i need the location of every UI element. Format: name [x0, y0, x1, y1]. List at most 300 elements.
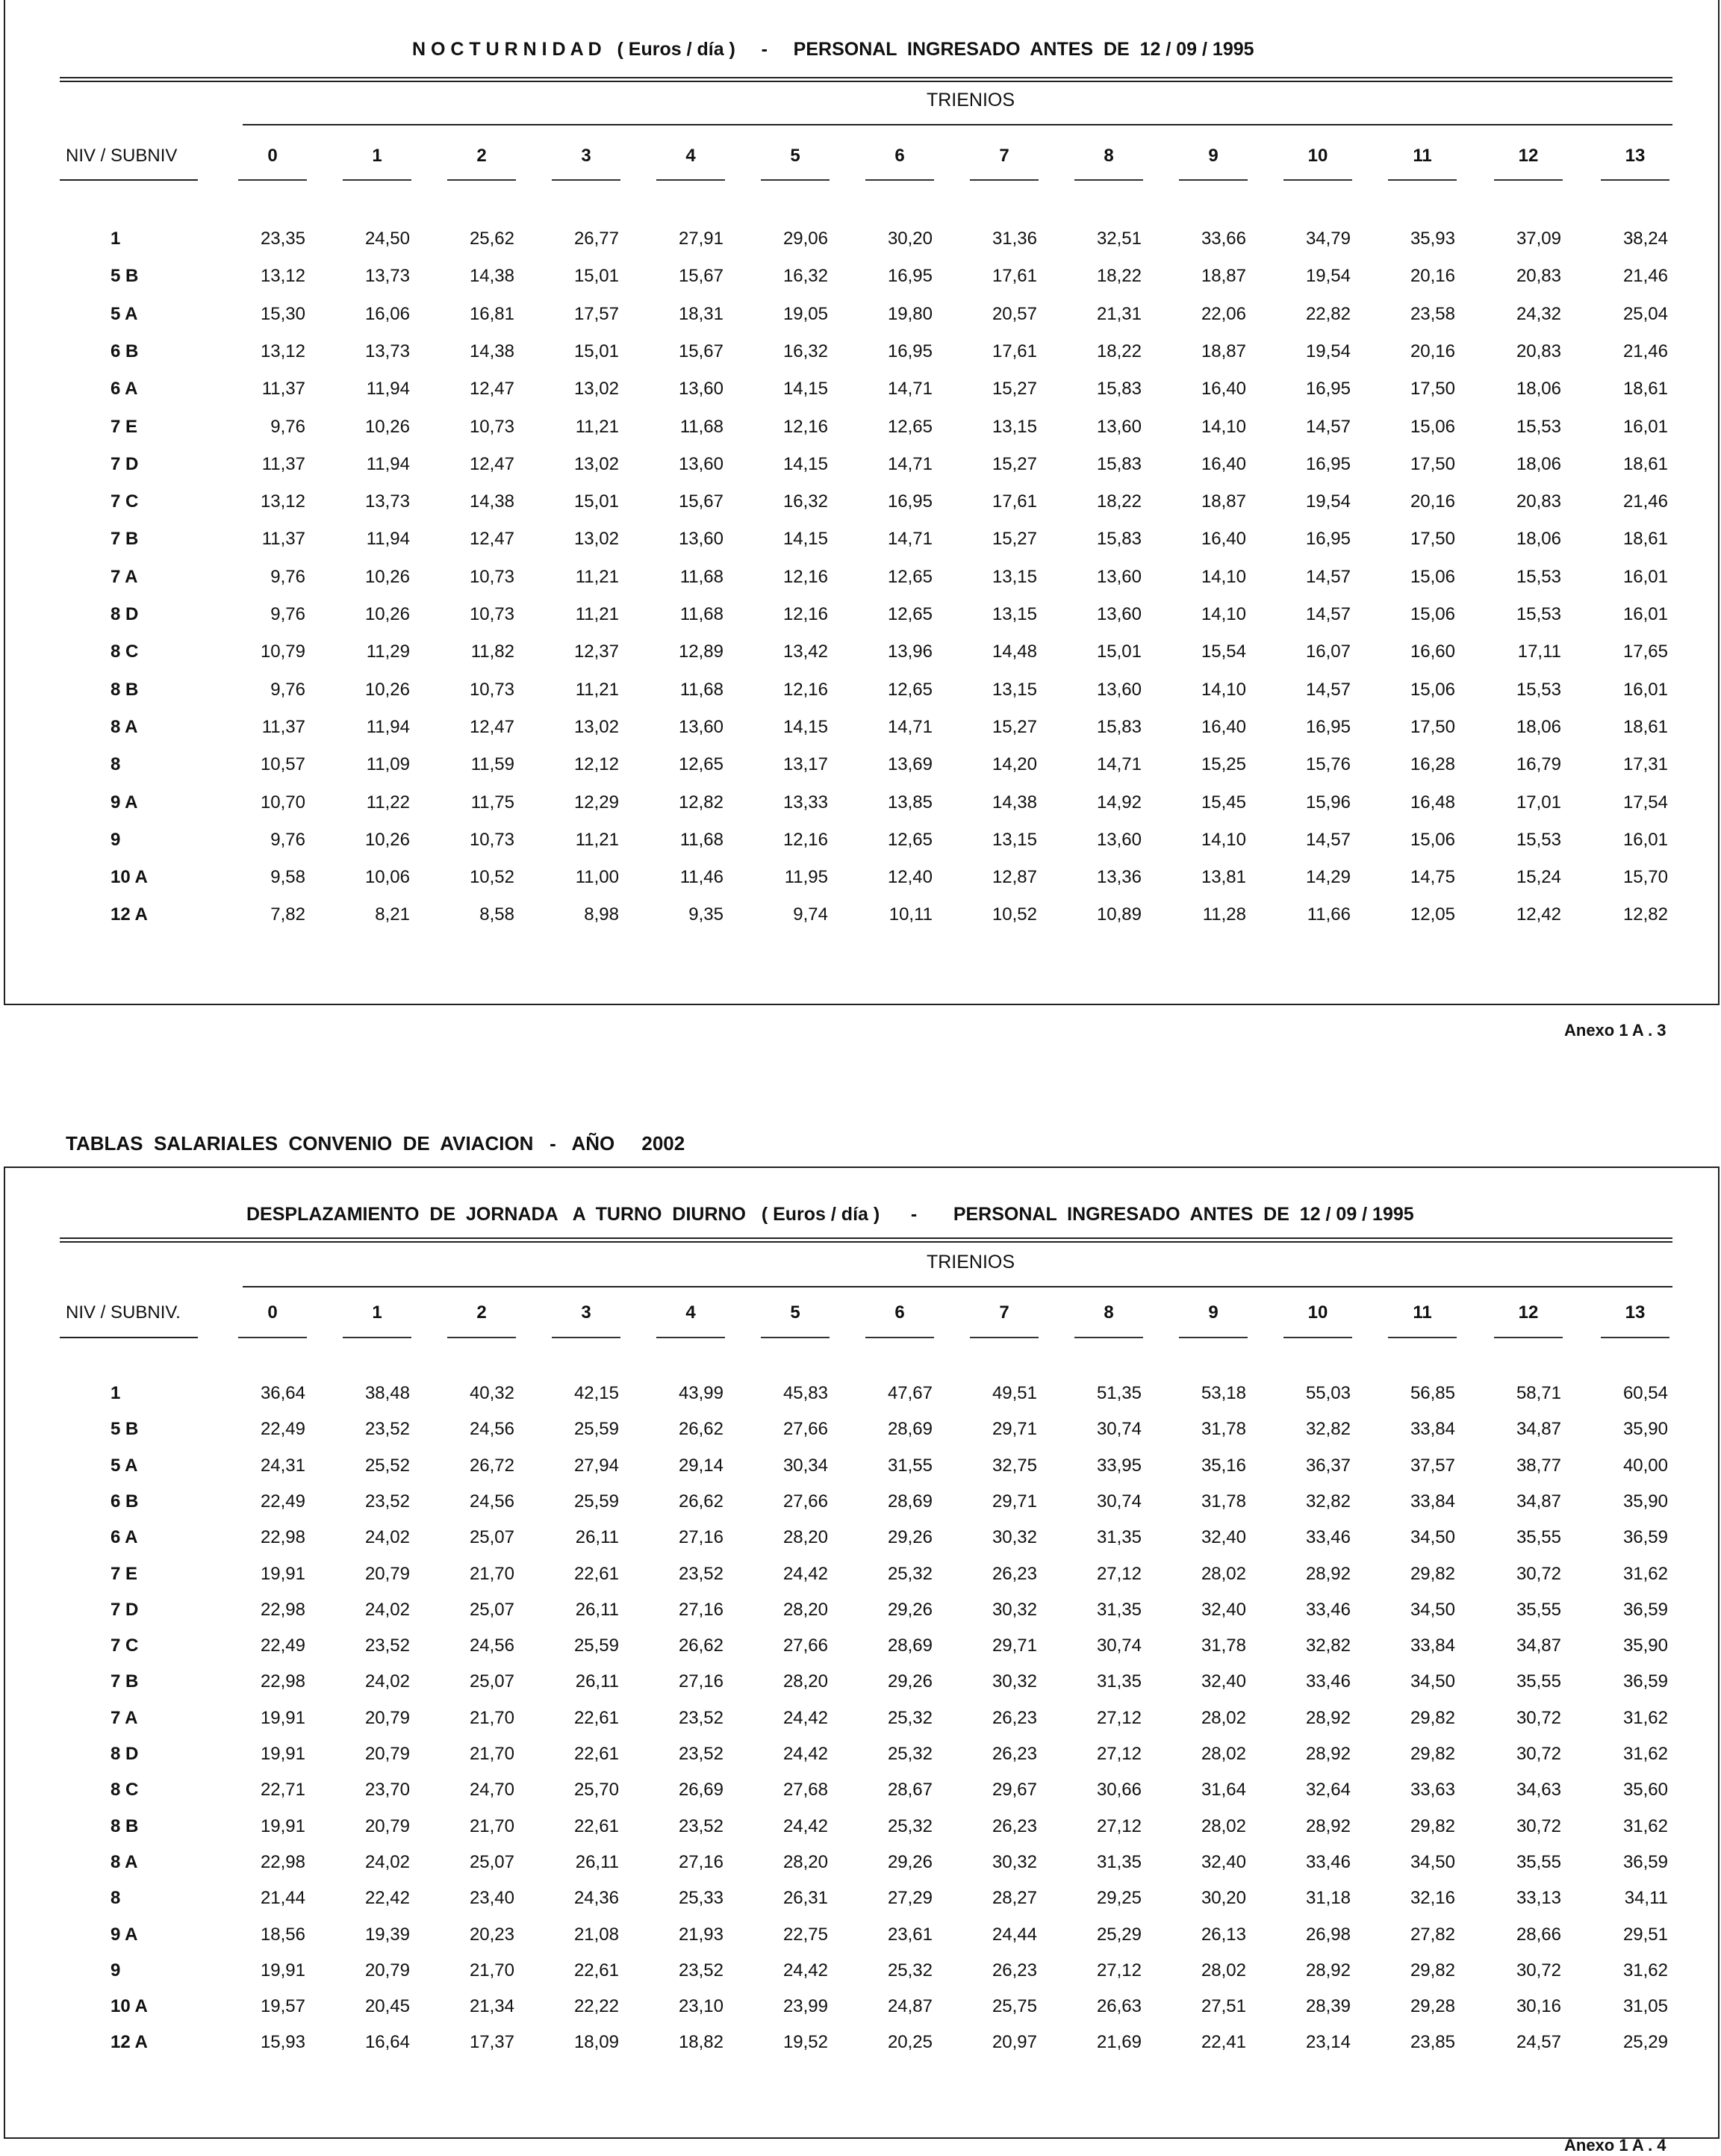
table2-cell: 15,93 [260, 2032, 305, 2053]
table2-col-header: 9 [1208, 1302, 1219, 1323]
table2-cell: 16,64 [364, 2032, 410, 2053]
table1-cell: 18,06 [1516, 716, 1561, 737]
table2-col-header-rule [1074, 1337, 1143, 1338]
table1-cell: 15,06 [1410, 679, 1455, 700]
table1-cell: 11,75 [470, 792, 514, 813]
table1-col-header: 0 [267, 146, 278, 166]
table1-col-header: 12 [1518, 146, 1539, 166]
table2-cell: 27,66 [782, 1491, 828, 1512]
table2-cell: 26,23 [992, 1707, 1037, 1728]
table1-cell: 13,33 [782, 792, 828, 813]
table2-cell: 28,92 [1305, 1744, 1351, 1764]
table1-cell: 12,16 [782, 679, 828, 700]
table2-cell: 22,49 [260, 1419, 305, 1440]
table1-row-label: 5 A [111, 303, 138, 324]
table2-cell: 27,12 [1096, 1960, 1142, 1981]
table2-row-label: 7 B [111, 1671, 139, 1692]
table2-cell: 25,59 [573, 1635, 619, 1656]
table1-cell: 10,11 [888, 904, 933, 925]
table2-cell: 22,41 [1201, 2032, 1246, 2053]
table1-cell: 14,10 [1201, 679, 1246, 700]
table1-cell: 15,06 [1410, 604, 1455, 624]
table2-row-label: 1 [111, 1383, 121, 1403]
table2-cell: 25,32 [887, 1563, 933, 1584]
table1-cell: 12,16 [782, 829, 828, 850]
table1-col-header-rule [1179, 179, 1248, 181]
table1-cell: 9,76 [270, 679, 305, 700]
table1-col-header-rule [1494, 179, 1563, 181]
table2-cell: 27,16 [678, 1527, 723, 1548]
table1-cell: 11,68 [679, 604, 723, 624]
table1-cell: 12,47 [469, 379, 514, 400]
table2-cell: 26,11 [575, 1527, 619, 1548]
table2-cell: 32,40 [1201, 1527, 1246, 1548]
table2-col-header-rule [1283, 1337, 1352, 1338]
table1-cell: 9,76 [270, 566, 305, 587]
table2-cell: 21,08 [573, 1924, 619, 1945]
table2-cell: 25,52 [364, 1455, 410, 1476]
table1-cell: 14,57 [1305, 679, 1351, 700]
table2-row-header: NIV / SUBNIV. [66, 1302, 181, 1323]
table1-cell: 13,73 [364, 491, 410, 512]
table1-cell: 15,83 [1096, 453, 1142, 474]
table1-cell: 12,65 [887, 566, 933, 587]
table1-cell: 20,83 [1516, 341, 1561, 361]
table2-cell: 25,70 [573, 1780, 619, 1801]
table2-cell: 28,92 [1305, 1707, 1351, 1728]
table2-cell: 26,98 [1305, 1924, 1351, 1945]
table2-cell: 24,02 [364, 1851, 410, 1872]
table1-cell: 18,61 [1622, 529, 1668, 550]
table2-annex: Anexo 1 A . 4 [1564, 2136, 1666, 2155]
table2-cell: 36,37 [1305, 1455, 1351, 1476]
table2-cell: 27,16 [678, 1851, 723, 1872]
table2-cell: 27,12 [1096, 1707, 1142, 1728]
table2-cell: 26,62 [678, 1491, 723, 1512]
table1-cell: 15,27 [992, 379, 1037, 400]
table1-cell: 14,71 [887, 529, 933, 550]
table1-cell: 17,61 [992, 266, 1037, 287]
table2-cell: 28,02 [1201, 1707, 1246, 1728]
table2-cell: 20,79 [364, 1707, 410, 1728]
table1-cell: 13,36 [1096, 867, 1142, 888]
table1-cell: 17,50 [1410, 529, 1455, 550]
table2-cell: 20,23 [469, 1924, 514, 1945]
table1-cell: 8,21 [375, 904, 410, 925]
table1-row-label: 10 A [111, 867, 148, 888]
table2-cell: 27,51 [1201, 1996, 1246, 2017]
table1-row-label: 8 [111, 754, 121, 775]
table2-cell: 49,51 [992, 1383, 1037, 1403]
table2-cell: 31,35 [1096, 1851, 1142, 1872]
table1-cell: 11,46 [679, 867, 723, 888]
table2-cell: 31,62 [1622, 1960, 1668, 1981]
table1-row-header-rule [60, 179, 198, 181]
table2-cell: 30,72 [1516, 1960, 1561, 1981]
table1-col-header: 8 [1104, 146, 1114, 166]
table2-cell: 30,72 [1516, 1744, 1561, 1764]
table2-cell: 20,79 [364, 1744, 410, 1764]
table2-cell: 31,05 [1622, 1996, 1668, 2017]
table1-cell: 16,40 [1201, 716, 1246, 737]
table1-cell: 14,57 [1305, 416, 1351, 437]
table2-cell: 22,98 [260, 1527, 305, 1548]
table1-col-header: 13 [1625, 146, 1646, 166]
table1-cell: 11,68 [679, 566, 723, 587]
table2-cell: 33,95 [1096, 1455, 1142, 1476]
table1-cell: 11,95 [784, 867, 828, 888]
table1-cell: 17,65 [1622, 641, 1668, 662]
table1-cell: 13,12 [260, 341, 305, 361]
table2-cell: 25,32 [887, 1744, 933, 1764]
table1-cell: 12,65 [887, 416, 933, 437]
table1-cell: 18,06 [1516, 453, 1561, 474]
table1-cell: 13,60 [1096, 829, 1142, 850]
table1-cell: 13,12 [260, 491, 305, 512]
table2-row-label: 8 D [111, 1744, 139, 1764]
table1-cell: 15,01 [573, 341, 619, 361]
table2-cell: 31,78 [1201, 1419, 1246, 1440]
table2-cell: 28,92 [1305, 1960, 1351, 1981]
table2-cell: 34,50 [1410, 1527, 1455, 1548]
table2-cell: 33,46 [1305, 1599, 1351, 1620]
table2-cell: 27,82 [1410, 1924, 1455, 1945]
table2-cell: 29,26 [887, 1851, 933, 1872]
table2-cell: 30,32 [992, 1599, 1037, 1620]
table1-cell: 14,15 [782, 716, 828, 737]
table2-cell: 20,79 [364, 1815, 410, 1836]
table2-cell: 25,33 [678, 1888, 723, 1909]
table2-row-label: 7 A [111, 1707, 138, 1728]
table2-cell: 29,67 [992, 1780, 1037, 1801]
table2-cell: 34,87 [1516, 1491, 1561, 1512]
table1-cell: 9,35 [688, 904, 723, 925]
table1-cell: 12,37 [573, 641, 619, 662]
table1-cell: 15,01 [573, 266, 619, 287]
table2-cell: 30,74 [1096, 1491, 1142, 1512]
table1-cell: 10,70 [260, 792, 305, 813]
table1-cell: 12,05 [1410, 904, 1455, 925]
table2-cell: 35,55 [1516, 1671, 1561, 1692]
table1-cell: 16,95 [887, 341, 933, 361]
table1-cell: 18,61 [1622, 453, 1668, 474]
table2-trienios-label: TRIENIOS [926, 1252, 1015, 1273]
table2-cell: 24,31 [260, 1455, 305, 1476]
table1-cell: 16,60 [1410, 641, 1455, 662]
table1-cell: 37,09 [1516, 229, 1561, 249]
table2-cell: 24,44 [992, 1924, 1037, 1945]
table1-cell: 14,10 [1201, 416, 1246, 437]
table2-cell: 25,29 [1622, 2032, 1668, 2053]
table1-cell: 20,83 [1516, 491, 1561, 512]
table1-cell: 11,66 [1307, 904, 1351, 925]
table2-cell: 27,66 [782, 1635, 828, 1656]
table2-cell: 30,32 [992, 1671, 1037, 1692]
table2-cell: 34,11 [1624, 1888, 1668, 1909]
table2-cell: 26,11 [575, 1599, 619, 1620]
table2-cell: 60,54 [1622, 1383, 1668, 1403]
table2-cell: 22,49 [260, 1635, 305, 1656]
table2-cell: 31,62 [1622, 1707, 1668, 1728]
table1-cell: 14,57 [1305, 566, 1351, 587]
table2-cell: 24,02 [364, 1527, 410, 1548]
table2-row-label: 6 A [111, 1527, 138, 1548]
table2-cell: 27,12 [1096, 1744, 1142, 1764]
table1-cell: 18,31 [678, 303, 723, 324]
table1-cell: 13,17 [782, 754, 828, 775]
table1-cell: 24,32 [1516, 303, 1561, 324]
table2-title-rule [60, 1237, 1672, 1243]
table2-cell: 27,94 [573, 1455, 619, 1476]
table1-cell: 14,71 [887, 716, 933, 737]
table2-row-label: 8 C [111, 1780, 139, 1801]
table1-cell: 10,52 [469, 867, 514, 888]
table1-cell: 15,53 [1516, 829, 1561, 850]
table1-cell: 17,57 [573, 303, 619, 324]
table2-cell: 22,71 [260, 1780, 305, 1801]
table1-cell: 15,27 [992, 716, 1037, 737]
table2-cell: 31,62 [1622, 1563, 1668, 1584]
table1-cell: 21,46 [1622, 341, 1668, 361]
table1-cell: 16,01 [1622, 829, 1668, 850]
table2-cell: 25,59 [573, 1491, 619, 1512]
table2-col-header-rule [1388, 1337, 1457, 1338]
table1-cell: 11,68 [679, 416, 723, 437]
table1-cell: 11,82 [470, 641, 514, 662]
table1-cell: 21,46 [1622, 266, 1668, 287]
table1-cell: 14,10 [1201, 604, 1246, 624]
table2-cell: 29,82 [1410, 1960, 1455, 1981]
table1-cell: 15,96 [1305, 792, 1351, 813]
table2-cell: 19,91 [260, 1707, 305, 1728]
table1-cell: 10,06 [364, 867, 410, 888]
table2-cell: 28,66 [1516, 1924, 1561, 1945]
table2-cell: 29,26 [887, 1527, 933, 1548]
table2-cell: 27,68 [782, 1780, 828, 1801]
table1-cell: 12,65 [887, 604, 933, 624]
table2-cell: 34,50 [1410, 1599, 1455, 1620]
table1-row-label: 9 A [111, 792, 138, 813]
table2-cell: 29,28 [1410, 1996, 1455, 2017]
table1-cell: 16,40 [1201, 529, 1246, 550]
table1-cell: 12,47 [469, 529, 514, 550]
table2-cell: 24,42 [782, 1563, 828, 1584]
table1-cell: 15,76 [1305, 754, 1351, 775]
table2-cell: 30,32 [992, 1851, 1037, 1872]
table2-cell: 58,71 [1516, 1383, 1561, 1403]
table2-cell: 30,34 [782, 1455, 828, 1476]
table2-cell: 22,61 [573, 1707, 619, 1728]
table1-cell: 11,94 [366, 529, 410, 550]
table2-cell: 28,69 [887, 1635, 933, 1656]
table1-cell: 15,67 [678, 491, 723, 512]
table2-row-label: 7 D [111, 1599, 139, 1620]
table2-cell: 29,71 [992, 1635, 1037, 1656]
table1-cell: 25,04 [1622, 303, 1668, 324]
table1-cell: 10,26 [364, 829, 410, 850]
table1-cell: 23,58 [1410, 303, 1455, 324]
table2-cell: 28,69 [887, 1419, 933, 1440]
table2-cell: 30,72 [1516, 1815, 1561, 1836]
table1-cell: 16,48 [1410, 792, 1455, 813]
table2-cell: 25,07 [469, 1527, 514, 1548]
table2-cell: 21,44 [260, 1888, 305, 1909]
table1-col-header-rule [865, 179, 934, 181]
table2-cell: 35,90 [1622, 1635, 1668, 1656]
table1-cell: 13,15 [992, 416, 1037, 437]
table2-cell: 24,42 [782, 1744, 828, 1764]
table2-cell: 36,59 [1622, 1599, 1668, 1620]
table1-cell: 20,16 [1410, 491, 1455, 512]
table2-cell: 31,62 [1622, 1744, 1668, 1764]
table1-cell: 25,62 [469, 229, 514, 249]
table1-col-header: 9 [1208, 146, 1219, 166]
table2-row-label: 5 A [111, 1455, 138, 1476]
table2-cell: 24,42 [782, 1707, 828, 1728]
table2-cell: 28,02 [1201, 1815, 1246, 1836]
table1-col-header: 3 [581, 146, 591, 166]
table1-cell: 11,37 [261, 453, 305, 474]
table2-cell: 32,40 [1201, 1599, 1246, 1620]
table1-cell: 16,01 [1622, 416, 1668, 437]
table1-cell: 13,60 [1096, 566, 1142, 587]
table1-cell: 17,50 [1410, 379, 1455, 400]
table2-cell: 22,22 [573, 1996, 619, 2017]
table2-cell: 26,69 [678, 1780, 723, 1801]
table2-cell: 32,40 [1201, 1851, 1246, 1872]
table1-cell: 13,02 [573, 453, 619, 474]
table2-cell: 19,91 [260, 1744, 305, 1764]
table2-cell: 29,82 [1410, 1707, 1455, 1728]
table1-cell: 15,01 [1096, 641, 1142, 662]
table1-col-header-rule [1283, 179, 1352, 181]
table1-trienios-rule [243, 124, 1672, 125]
table1-cell: 18,87 [1201, 491, 1246, 512]
table1-cell: 9,74 [793, 904, 828, 925]
table1-col-header-rule [1074, 179, 1143, 181]
table1-cell: 15,83 [1096, 716, 1142, 737]
table2-cell: 22,61 [573, 1744, 619, 1764]
table1-cell: 11,21 [575, 566, 619, 587]
table1-cell: 14,75 [1410, 867, 1455, 888]
table2-cell: 29,25 [1096, 1888, 1142, 1909]
table1-cell: 16,95 [1305, 379, 1351, 400]
table2-cell: 29,82 [1410, 1815, 1455, 1836]
table2-trienios-rule [243, 1286, 1672, 1287]
table1-cell: 22,06 [1201, 303, 1246, 324]
table1-cell: 12,87 [992, 867, 1037, 888]
table2-cell: 35,55 [1516, 1851, 1561, 1872]
table1-cell: 18,06 [1516, 529, 1561, 550]
table1-row-label: 8 A [111, 716, 138, 737]
table1-cell: 17,50 [1410, 453, 1455, 474]
table2-cell: 29,51 [1622, 1924, 1668, 1945]
table1-col-header: 5 [790, 146, 800, 166]
table2-cell: 36,59 [1622, 1851, 1668, 1872]
table2-cell: 29,26 [887, 1671, 933, 1692]
table2-col-header-rule [1494, 1337, 1563, 1338]
table2-col-header: 10 [1307, 1302, 1328, 1323]
table2-cell: 33,84 [1410, 1419, 1455, 1440]
table1-cell: 21,46 [1622, 491, 1668, 512]
table1-row-label: 12 A [111, 904, 148, 925]
table1-cell: 10,73 [469, 829, 514, 850]
table1-cell: 17,11 [1517, 641, 1561, 662]
table2-col-header: 5 [790, 1302, 800, 1323]
table1-cell: 14,15 [782, 453, 828, 474]
table2-cell: 23,85 [1410, 2032, 1455, 2053]
table2-cell: 28,02 [1201, 1960, 1246, 1981]
table1-cell: 27,91 [678, 229, 723, 249]
table1-cell: 15,45 [1201, 792, 1246, 813]
table1-cell: 13,96 [887, 641, 933, 662]
table2-cell: 27,29 [887, 1888, 933, 1909]
table2-cell: 38,48 [364, 1383, 410, 1403]
table1-cell: 14,38 [469, 341, 514, 361]
table2-cell: 31,78 [1201, 1491, 1246, 1512]
table2-col-header: 6 [894, 1302, 905, 1323]
table2-col-header: 11 [1413, 1302, 1432, 1323]
table2-cell: 43,99 [678, 1383, 723, 1403]
table1-cell: 14,71 [887, 379, 933, 400]
table1-cell: 13,15 [992, 566, 1037, 587]
table1-cell: 10,57 [260, 754, 305, 775]
table2-cell: 31,64 [1201, 1780, 1246, 1801]
table2-cell: 24,42 [782, 1815, 828, 1836]
table1-cell: 12,16 [782, 604, 828, 624]
table1-row-label: 7 C [111, 491, 139, 512]
table2-cell: 26,23 [992, 1960, 1037, 1981]
table2-cell: 26,63 [1096, 1996, 1142, 2017]
table1-cell: 13,60 [678, 379, 723, 400]
table2-cell: 24,42 [782, 1960, 828, 1981]
table2-row-label: 8 B [111, 1815, 139, 1836]
table2-cell: 25,07 [469, 1599, 514, 1620]
table1-col-header-rule [552, 179, 620, 181]
table1-row-label: 6 B [111, 341, 139, 361]
table1-cell: 18,87 [1201, 266, 1246, 287]
table2-cell: 31,35 [1096, 1599, 1142, 1620]
table1-cell: 20,16 [1410, 341, 1455, 361]
table1-cell: 11,09 [366, 754, 410, 775]
table2-cell: 33,84 [1410, 1635, 1455, 1656]
table2-row-label: 5 B [111, 1419, 139, 1440]
table2-cell: 28,02 [1201, 1744, 1246, 1764]
table1-cell: 13,60 [678, 529, 723, 550]
table1-cell: 19,80 [887, 303, 933, 324]
table1-cell: 12,89 [678, 641, 723, 662]
table2-cell: 26,31 [782, 1888, 828, 1909]
table1-cell: 10,52 [992, 904, 1037, 925]
table2-cell: 22,61 [573, 1960, 619, 1981]
table1-cell: 15,67 [678, 341, 723, 361]
table2-col-header-rule [1601, 1337, 1669, 1338]
table1-col-header-rule [1601, 179, 1669, 181]
table1-cell: 11,21 [575, 679, 619, 700]
table2-cell: 25,32 [887, 1707, 933, 1728]
table2-cell: 37,57 [1410, 1455, 1455, 1476]
table2-cell: 25,07 [469, 1851, 514, 1872]
table2-cell: 24,56 [469, 1635, 514, 1656]
table1-cell: 18,22 [1096, 266, 1142, 287]
table2-col-header-rule [238, 1337, 307, 1338]
table2-cell: 20,45 [364, 1996, 410, 2017]
table2-cell: 35,90 [1622, 1419, 1668, 1440]
table1-cell: 14,29 [1305, 867, 1351, 888]
table2-cell: 29,14 [678, 1455, 723, 1476]
table2-cell: 27,12 [1096, 1563, 1142, 1584]
table2-cell: 29,82 [1410, 1744, 1455, 1764]
